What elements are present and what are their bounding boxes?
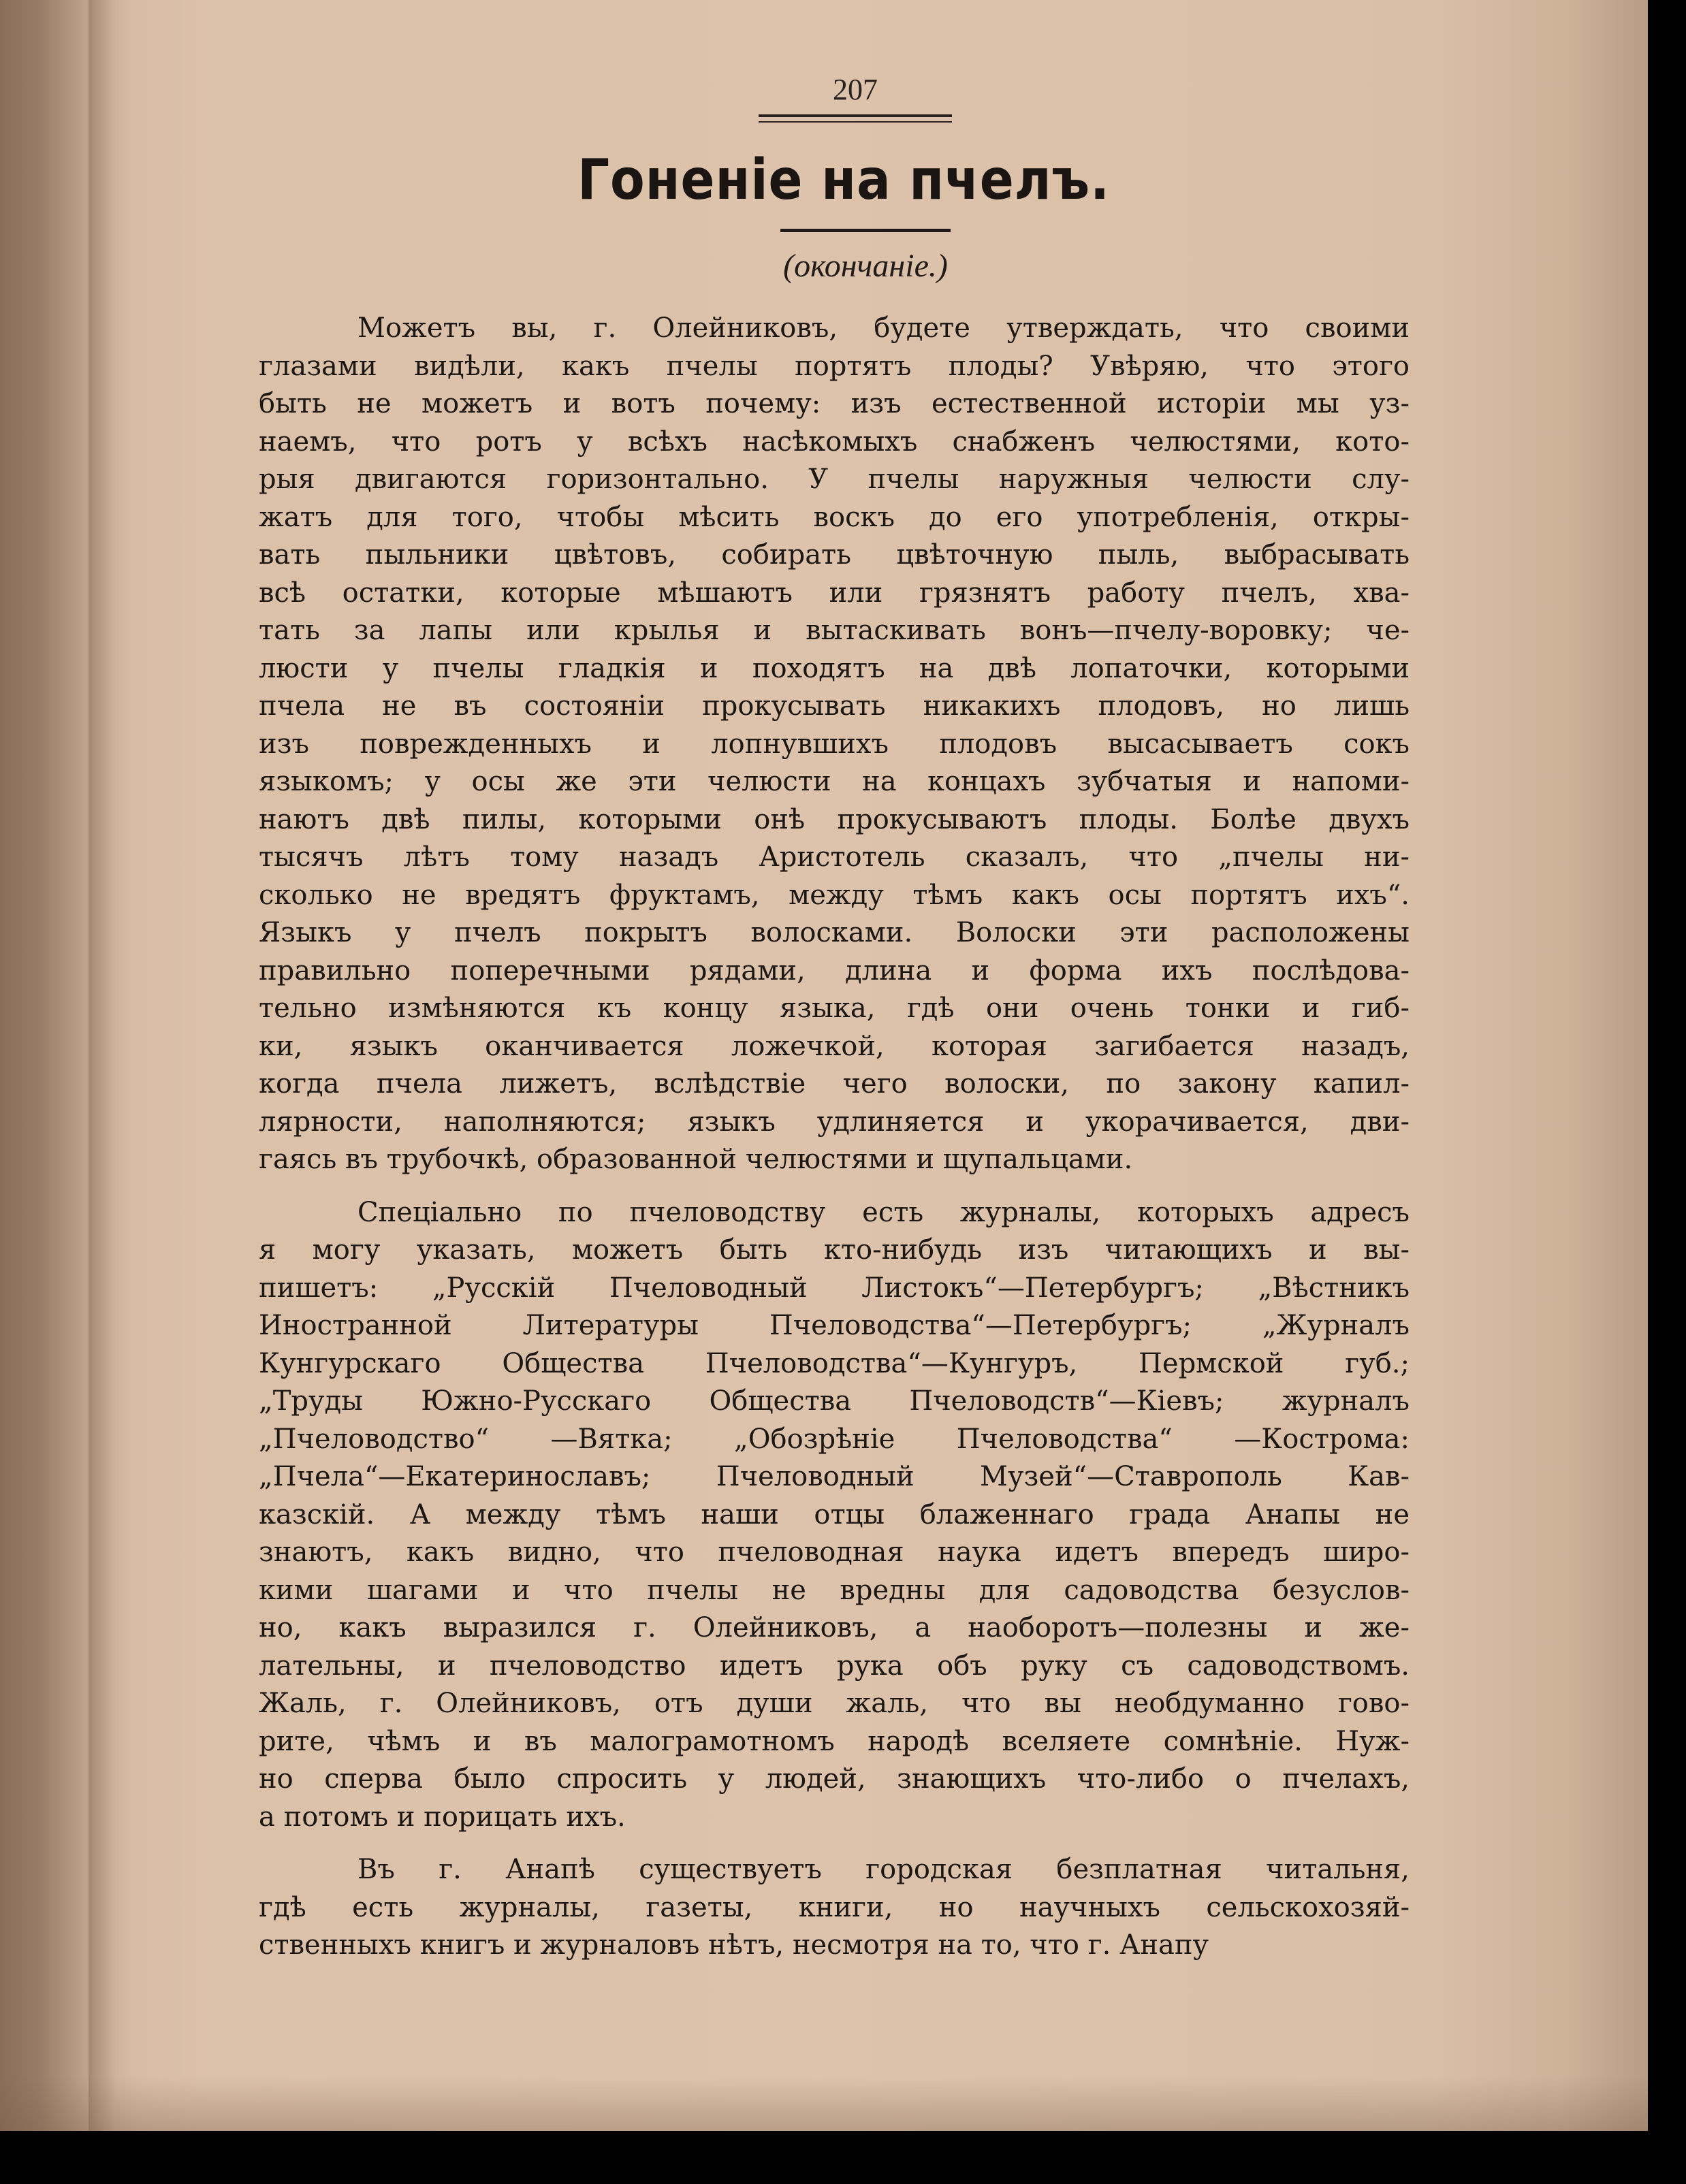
text-line: гдѣ есть журналы, газеты, книги, но научныхъ сельскохозяй-: [259, 1891, 1410, 1923]
paragraph: [259, 1194, 1410, 1837]
text-line: жатъ для того, чтобы мѣсить воскъ до его употребленія, откры-: [259, 501, 1410, 533]
text-line: всѣ остатки, которые мѣшаютъ или грязнятъ работу пчелъ, хва-: [259, 577, 1410, 609]
article-subtitle: (окончаніе.): [783, 248, 948, 284]
text-line: гаясь въ трубочкѣ, образованной челюстями и щупальцами.: [259, 1144, 1133, 1175]
text-line: Въ г. Анапѣ существуетъ городская безплатная читальня,: [357, 1854, 1410, 1885]
text-line: пчела не въ состояніи прокусывать никакихъ плодовъ, но лишь: [259, 690, 1410, 722]
text-line: Спеціально по пчеловодству есть журналы, которыхъ адресъ: [357, 1196, 1410, 1228]
text-line: кими шагами и что пчелы не вредны для садоводства безуслов-: [259, 1574, 1410, 1606]
title-rule: [780, 229, 951, 232]
text-line: наемъ, что ротъ у всѣхъ насѣкомыхъ снабженъ челюстями, кото-: [259, 425, 1410, 457]
text-line: Иностранной Литературы Пчеловодства“—Петербургъ; „Журналъ: [259, 1310, 1410, 1341]
text-line: языкомъ; у осы же эти челюсти на концахъ зубчатыя и напоми-: [259, 766, 1410, 797]
text-line: когда пчела лижетъ, вслѣдствіе чего волоски, по закону капил-: [259, 1068, 1410, 1099]
text-line: лярности, наполняются; языкъ удлиняется и укорачивается, дви-: [259, 1106, 1410, 1138]
text-line: пишетъ: „Русскій Пчеловодный Листокъ“—Петербургъ; „Вѣстникъ: [259, 1272, 1410, 1304]
text-line: но сперва было спросить у людей, знающихъ что-либо о пчелахъ,: [259, 1763, 1410, 1795]
article-title: Гоненіе на пчелъ.: [577, 148, 1110, 212]
page-content: [259, 75, 1410, 1980]
text-line: я могу указать, можетъ быть кто-нибудь изъ читающихъ и вы-: [259, 1234, 1410, 1266]
text-line: ки, языкъ оканчивается ложечкой, которая загибается назадъ,: [259, 1030, 1410, 1062]
text-line: ственныхъ книгъ и журналовъ нѣтъ, несмотря на то, что г. Анапу: [259, 1929, 1209, 1961]
text-line: казскій. А между тѣмъ наши отцы блаженнаго града Анапы не: [259, 1498, 1410, 1530]
text-line: быть не можетъ и вотъ почему: изъ естественной исторіи мы уз-: [259, 388, 1410, 419]
text-line: знаютъ, какъ видно, что пчеловодная наука идетъ впередъ широ-: [259, 1537, 1410, 1568]
text-line: Можетъ вы, г. Олейниковъ, будете утверждать, что своими: [357, 312, 1410, 344]
paragraph: [259, 310, 1410, 1179]
text-line: Языкъ у пчелъ покрытъ волосками. Волоски эти расположены: [259, 917, 1410, 948]
text-line: „Пчеловодство“ —Вятка; „Обозрѣніе Пчеловодства“ —Кострома:: [259, 1423, 1410, 1455]
page-number: 207: [833, 73, 878, 106]
text-line: Кунгурскаго Общества Пчеловодства“—Кунгуръ, Пермской губ.;: [259, 1347, 1410, 1379]
text-line: „Пчела“—Екатеринославъ; Пчеловодный Музей“—Ставрополь Кав-: [259, 1461, 1410, 1492]
text-line: люсти у пчелы гладкія и походятъ на двѣ лопаточки, которыми: [259, 652, 1410, 684]
paragraph: [259, 1851, 1410, 1965]
article-body: [259, 310, 1410, 1965]
text-line: рите, чѣмъ и въ малограмотномъ народѣ вселяете сомнѣніе. Нуж-: [259, 1725, 1410, 1757]
text-line: рыя двигаются горизонтально. У пчелы наружныя челюсти слу-: [259, 464, 1410, 495]
text-line: правильно поперечными рядами, длина и форма ихъ послѣдова-: [259, 954, 1410, 986]
text-line: но, какъ выразился г. Олейниковъ, а наоборотъ—полезны и же-: [259, 1612, 1410, 1643]
text-line: наютъ двѣ пилы, которыми онѣ прокусываютъ плоды. Болѣе двухъ: [259, 803, 1410, 835]
text-line: а потомъ и порицать ихъ.: [259, 1801, 626, 1833]
text-line: лательны, и пчеловодство идетъ рука объ руку съ садоводствомъ.: [259, 1650, 1410, 1682]
text-line: вать пыльники цвѣтовъ, собирать цвѣточную пыль, выбрасывать: [259, 539, 1410, 571]
text-line: изъ поврежденныхъ и лопнувшихъ плодовъ высасываетъ сокъ: [259, 728, 1410, 760]
text-line: Жаль, г. Олейниковъ, отъ души жаль, что вы необдуманно гово-: [259, 1688, 1410, 1719]
text-line: „Труды Южно-Русскаго Общества Пчеловодств“—Кіевъ; журналъ: [259, 1385, 1410, 1417]
header-double-rule: [759, 114, 952, 123]
text-line: сколько не вредятъ фруктамъ, между тѣмъ какъ осы портятъ ихъ“.: [259, 879, 1410, 911]
text-line: тать за лапы или крылья и вытаскивать вонъ—пчелу-воровку; че-: [259, 615, 1410, 646]
text-line: глазами видѣли, какъ пчелы портятъ плоды? Увѣряю, что этого: [259, 350, 1410, 382]
text-line: тысячъ лѣтъ тому назадъ Аристотель сказалъ, что „пчелы ни-: [259, 841, 1410, 873]
text-line: тельно измѣняются къ концу языка, гдѣ они очень тонки и гиб-: [259, 993, 1410, 1024]
